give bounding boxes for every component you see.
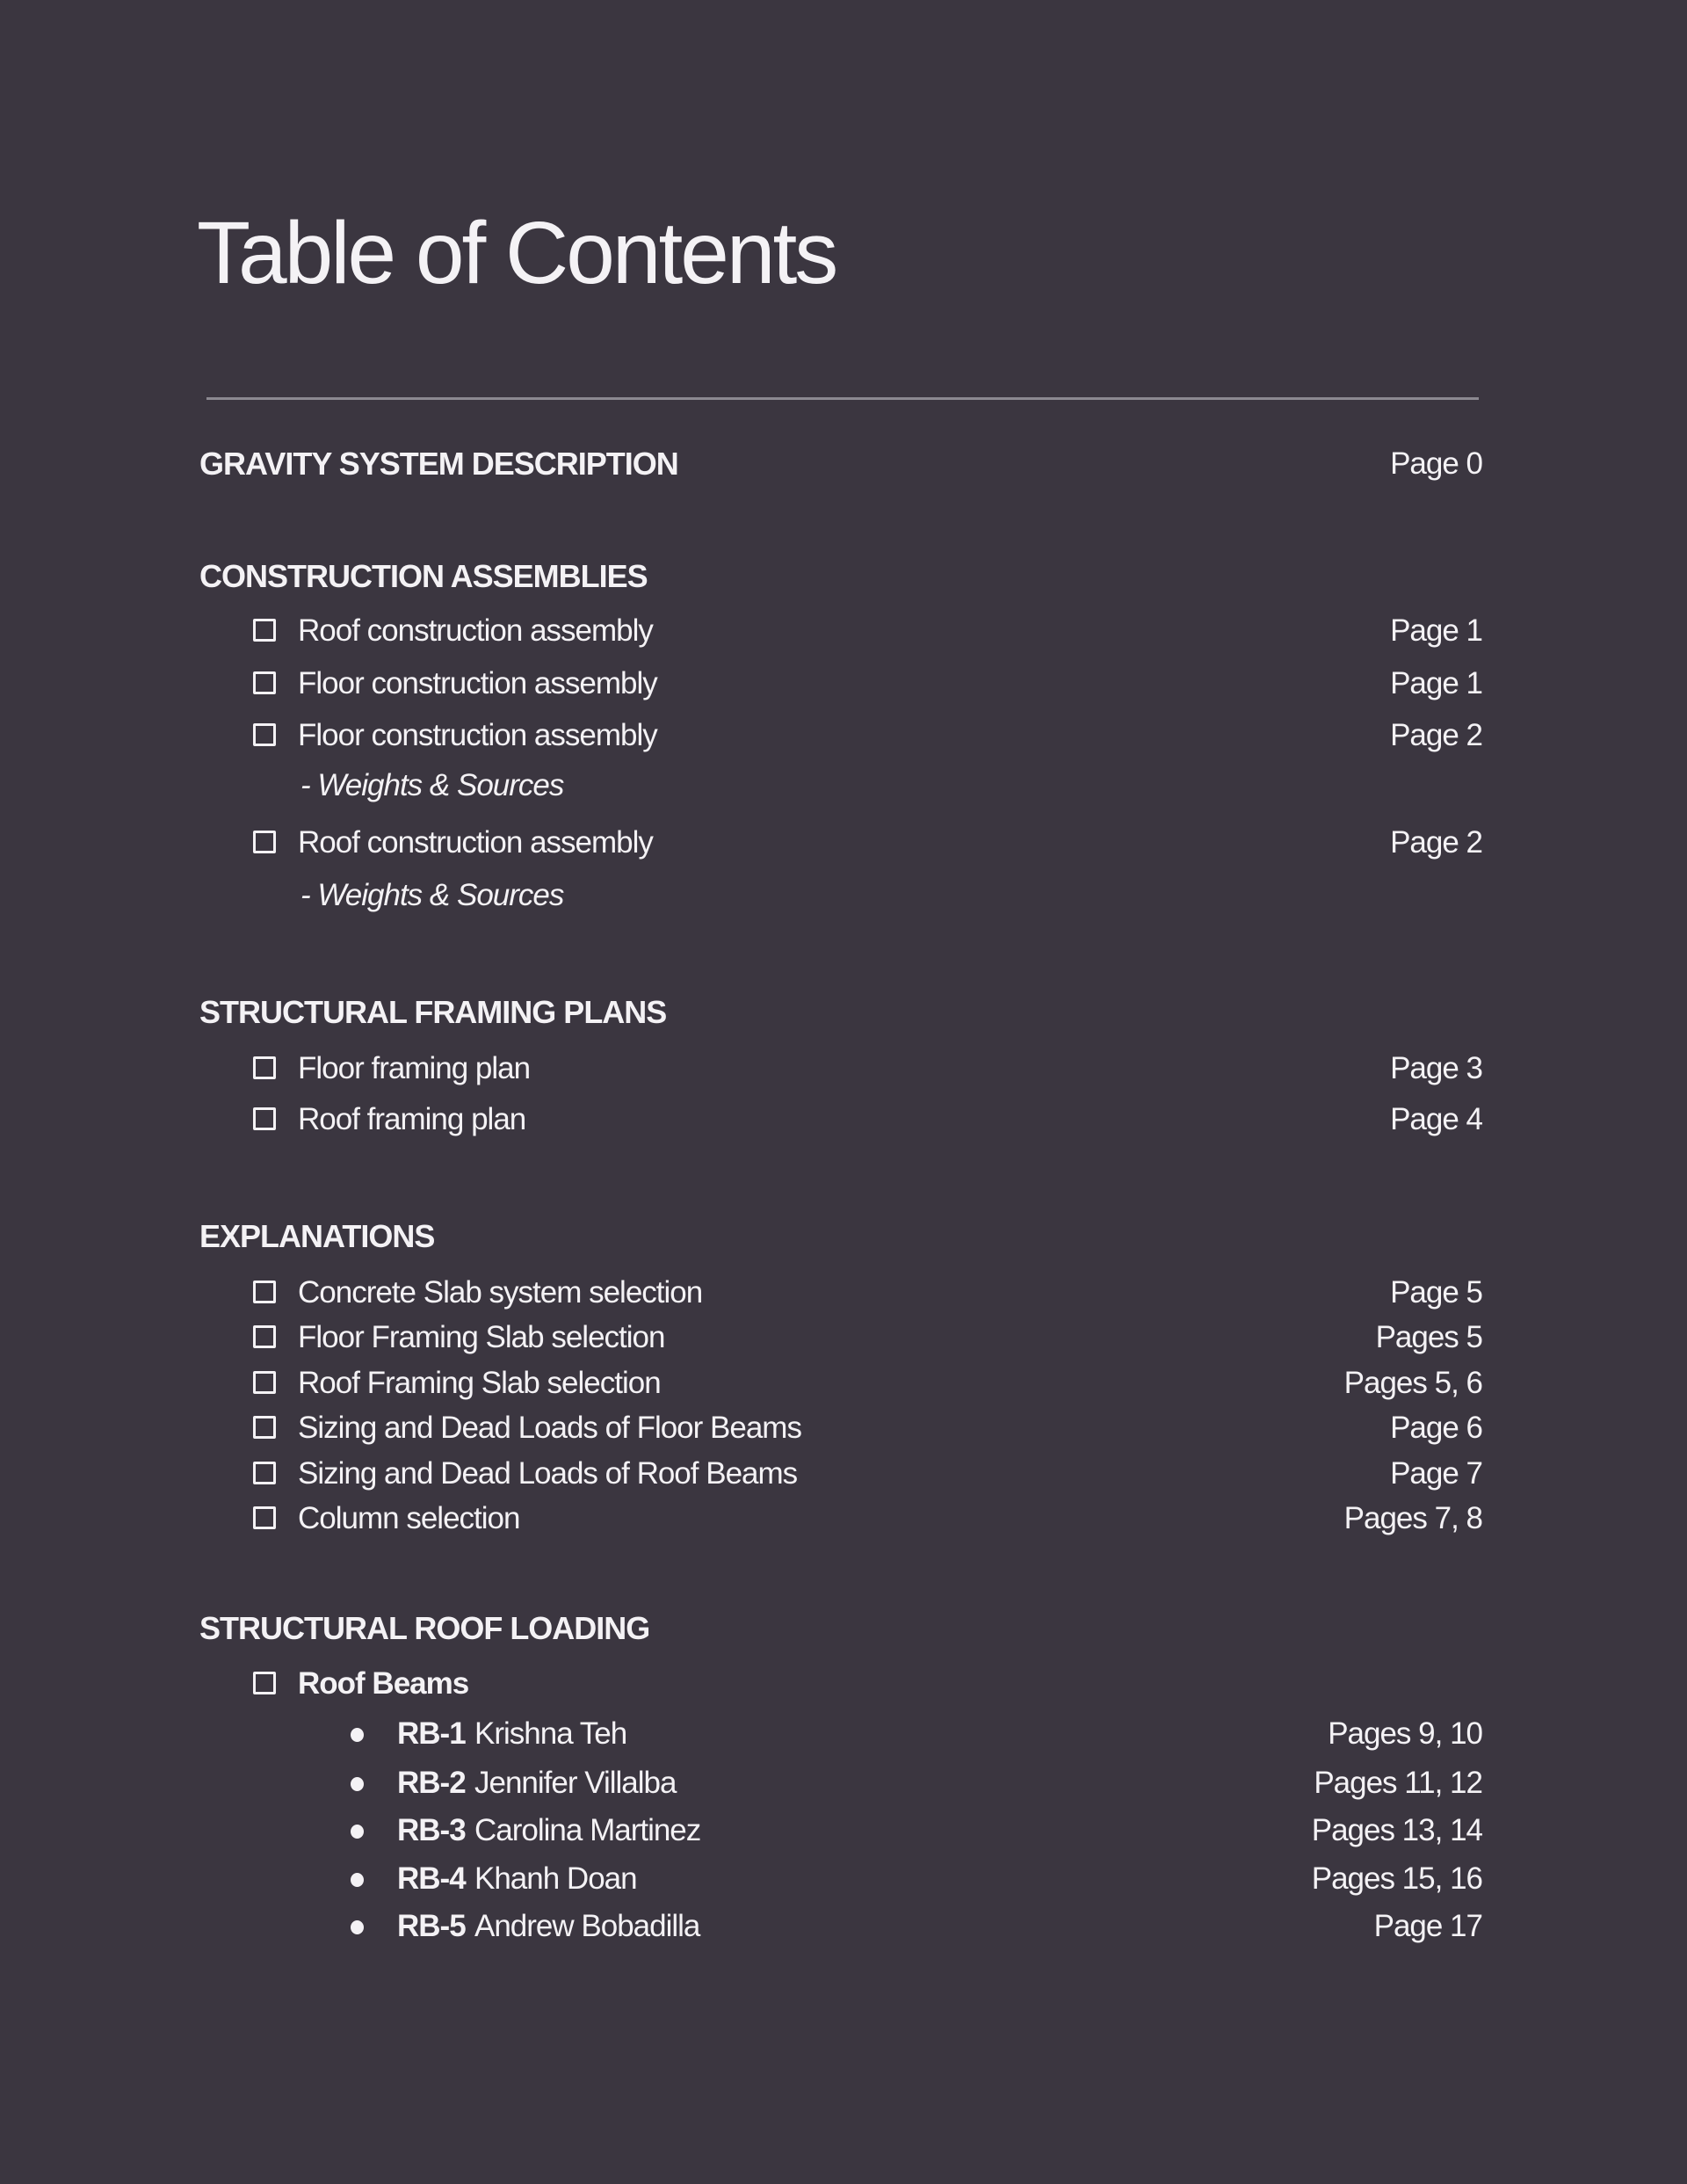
toc-item[interactable] [0,1499,1687,1538]
beam-author: Jennifer Villalba [474,1766,677,1800]
beam-id: RB-2 [397,1766,466,1800]
divider [206,397,1479,400]
page-number: Page 1 [1390,666,1482,700]
beam-item[interactable] [0,1860,1687,1898]
beam-id: RB-5 [397,1909,466,1943]
section-heading-row[interactable] [0,1217,1687,1256]
toc-item[interactable] [0,612,1687,650]
page-number: Pages 13, 14 [1311,1813,1482,1847]
toc-item-label: Floor construction assembly [298,666,657,700]
checkbox-icon[interactable] [253,831,276,853]
page-number: Pages 15, 16 [1311,1861,1482,1896]
checkbox-icon[interactable] [253,1325,276,1348]
bullet-icon [351,1728,364,1742]
toc-item-label: Sizing and Dead Loads of Floor Beams [298,1411,801,1445]
checkbox-icon[interactable] [253,1416,276,1439]
toc-item[interactable] [0,1100,1687,1139]
checkbox-icon[interactable] [253,619,276,642]
toc-item[interactable] [0,1665,1687,1703]
section-heading-row[interactable] [0,445,1687,483]
bullet-icon [351,1920,364,1934]
toc-item-subtitle-row[interactable] [0,876,1687,915]
toc-item-label: Column selection [298,1501,520,1535]
section-heading: GRAVITY SYSTEM DESCRIPTION [199,446,678,482]
page-number: Page 2 [1390,718,1482,752]
checkbox-icon[interactable] [253,671,276,694]
toc-item[interactable] [0,1318,1687,1357]
page-number: Page 7 [1390,1456,1482,1491]
toc-item-subtitle: - Weights & Sources [300,768,564,802]
toc-item-label: Roof framing plan [298,1102,526,1136]
page-number: Pages 9, 10 [1328,1716,1482,1751]
section-heading: CONSTRUCTION ASSEMBLIES [199,558,648,594]
checkbox-icon[interactable] [253,1371,276,1394]
toc-item-label: Sizing and Dead Loads of Roof Beams [298,1456,798,1491]
toc-item-label: Concrete Slab system selection [298,1275,703,1310]
checkbox-icon[interactable] [253,1281,276,1303]
page-number: Page 1 [1390,613,1482,648]
toc-item-label: Floor construction assembly [298,718,657,752]
toc-item[interactable] [0,824,1687,862]
section-heading-row[interactable] [0,1609,1687,1648]
beam-author: Khanh Doan [474,1861,637,1896]
checkbox-icon[interactable] [253,1672,276,1694]
beam-item[interactable] [0,1764,1687,1803]
page-number: Pages 7, 8 [1343,1501,1482,1535]
checkbox-icon[interactable] [253,723,276,746]
toc-item-label: Roof construction assembly [298,613,653,648]
beam-author: Andrew Bobadilla [474,1909,700,1943]
section-heading: STRUCTURAL FRAMING PLANS [199,994,667,1030]
page-number: Page 5 [1390,1275,1482,1310]
toc-item-subtitle: - Weights & Sources [300,878,564,912]
beam-id: RB-3 [397,1813,466,1847]
page-number: Pages 5, 6 [1343,1366,1482,1400]
section-heading: EXPLANATIONS [199,1218,435,1254]
beam-author: Carolina Martinez [474,1813,701,1847]
bullet-icon [351,1825,364,1839]
toc-item[interactable] [0,716,1687,755]
toc-item-label: Roof Framing Slab selection [298,1366,661,1400]
bullet-icon [351,1873,364,1887]
page-number: Pages 11, 12 [1314,1766,1482,1800]
checkbox-icon[interactable] [253,1506,276,1529]
page-number: Pages 5 [1375,1320,1482,1354]
toc-item-label: Roof construction assembly [298,825,653,860]
toc-item-subtitle-row[interactable] [0,766,1687,805]
beam-item[interactable] [0,1811,1687,1850]
section-heading: STRUCTURAL ROOF LOADING [199,1610,650,1646]
page-title: Table of Contents [197,204,836,302]
page-number: Page 3 [1390,1051,1482,1085]
toc-item-label: Roof Beams [298,1666,469,1701]
toc-item[interactable] [0,1409,1687,1448]
toc-item-label: Floor framing plan [298,1051,531,1085]
page-number: Page 17 [1373,1909,1482,1943]
section-heading-row[interactable] [0,557,1687,596]
section-heading-row[interactable] [0,993,1687,1032]
beam-item[interactable] [0,1715,1687,1753]
checkbox-icon[interactable] [253,1107,276,1130]
beam-item[interactable] [0,1907,1687,1946]
toc-item-label: Floor Framing Slab selection [298,1320,665,1354]
beam-author: Krishna Teh [474,1716,627,1751]
beam-id: RB-1 [397,1716,466,1751]
toc-item[interactable] [0,1049,1687,1088]
toc-item[interactable] [0,1364,1687,1403]
bullet-icon [351,1777,364,1791]
toc-item[interactable] [0,1455,1687,1493]
page-number: Page 4 [1390,1102,1482,1136]
toc-item[interactable] [0,1273,1687,1312]
page-number: Page 6 [1390,1411,1482,1445]
toc-item[interactable] [0,664,1687,703]
beam-id: RB-4 [397,1861,466,1896]
checkbox-icon[interactable] [253,1462,276,1484]
page-number: Page 0 [1390,446,1482,481]
checkbox-icon[interactable] [253,1056,276,1079]
page-number: Page 2 [1390,825,1482,860]
